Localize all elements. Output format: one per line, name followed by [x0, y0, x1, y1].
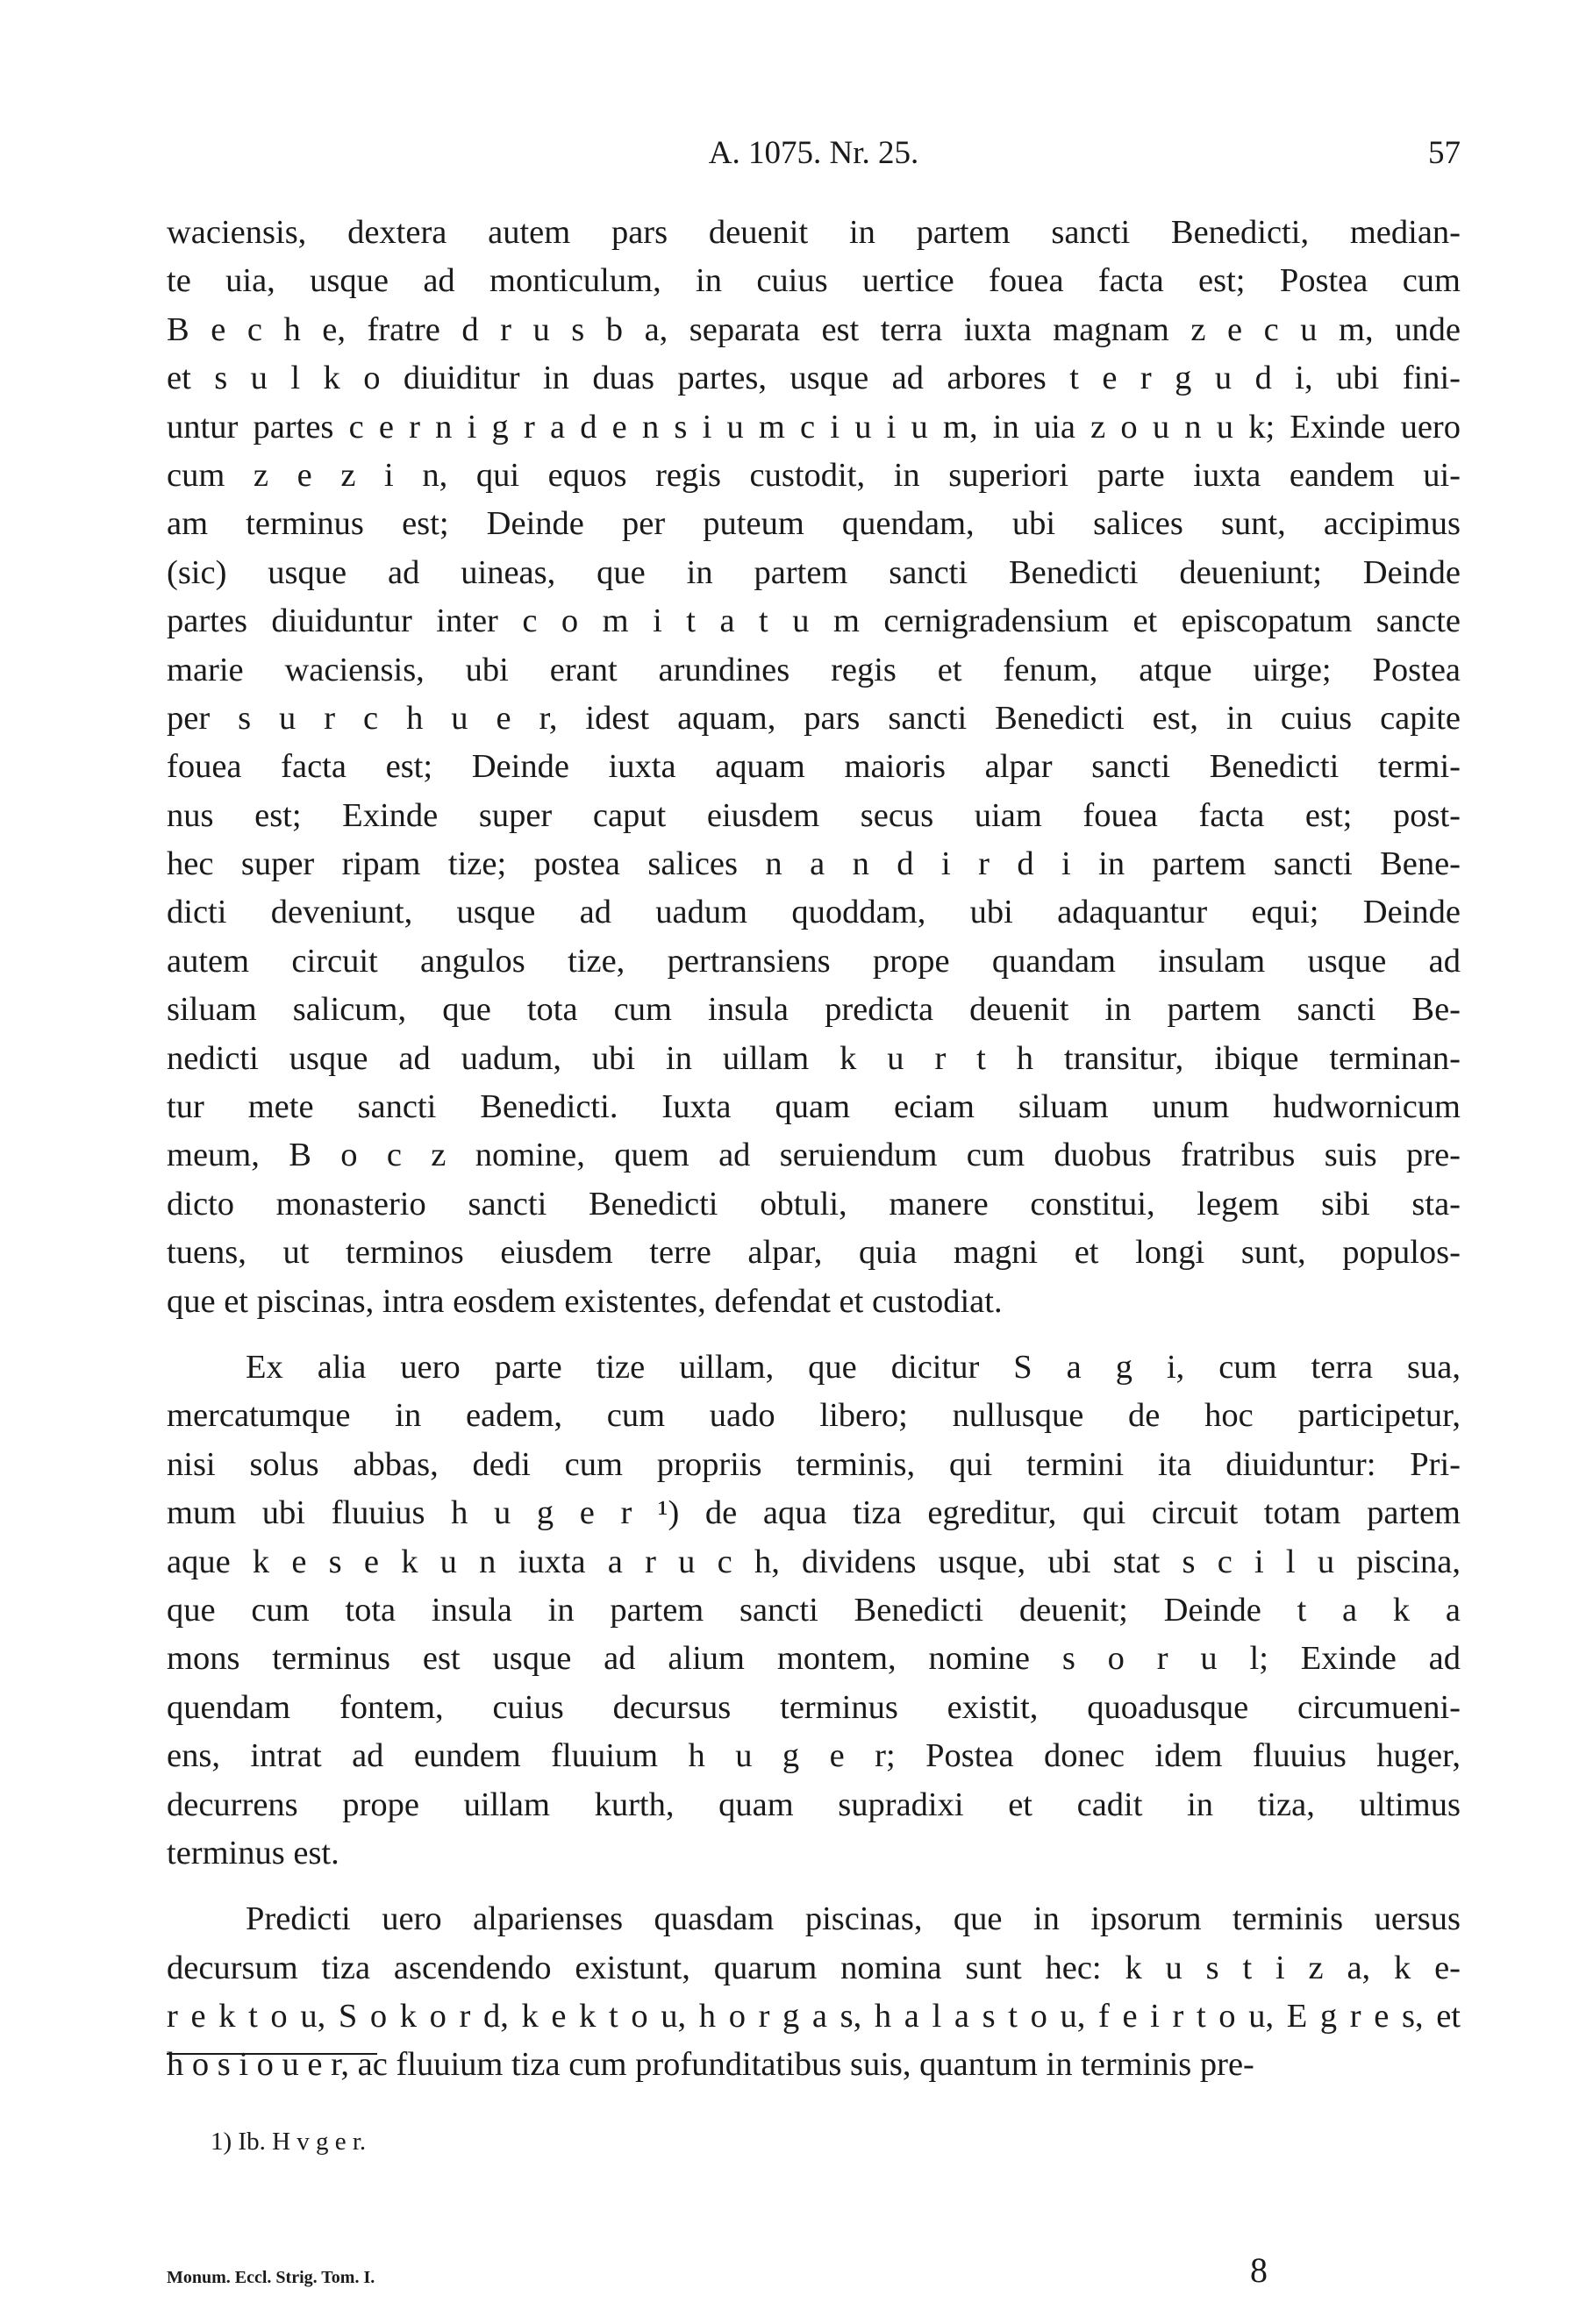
footer-sheet-number: 8 [1250, 2250, 1268, 2290]
text-line: tur mete sancti Benedicti. Iuxta quam eciam siluam unum hudwornicum [167, 1088, 1461, 1126]
text-line: que cum tota insula in partem sancti Benedicti deuenit; Deinde t a k a [167, 1591, 1461, 1629]
paragraph [167, 1895, 1461, 2090]
text-line: tuens, ut terminos eiusdem terre alpar, quia magni et longi sunt, populos- [167, 1234, 1461, 1272]
text-line: ens, intrat ad eundem fluuium h u g e r; Postea donec idem fluuius huger, [167, 1737, 1461, 1775]
text-line: partes diuiduntur inter c o m i t a t u m cernigradensium et episcopatum sancte [167, 602, 1461, 640]
text-line: cum z e z i n, qui equos regis custodit, in superiori parte iuxta eandem ui- [167, 456, 1461, 494]
text-line: untur partes c e r n i g r a d e n s i u m c i u i u m, in uia z o u n u k; Exinde uero [167, 408, 1461, 446]
running-head [167, 132, 1461, 175]
footer-signature: Monum. Eccl. Strig. Tom. I. [167, 2268, 375, 2287]
text-line: nus est; Exinde super caput eiusdem secus uiam fouea facta est; post- [167, 796, 1461, 834]
text-line: quendam fontem, cuius decursus terminus existit, quoadusque circumueni- [167, 1688, 1461, 1726]
text-line: decursum tiza ascendendo existunt, quarum nomina sunt hec: k u s t i z a, k e- [167, 1949, 1461, 1986]
text-line: te uia, usque ad monticulum, in cuius uertice fouea facta est; Postea cum [167, 262, 1461, 300]
text-line: dicto monasterio sancti Benedicti obtuli, manere constitui, legem sibi sta- [167, 1185, 1461, 1223]
text-line: autem circuit angulos tize, pertransiens prope quandam insulam usque ad [167, 942, 1461, 980]
text-line: h o s i o u e r, ac fluuium tiza cum profunditatibus suis, quantum in terminis pre- [167, 2046, 1254, 2084]
paragraph [167, 1344, 1461, 1878]
text-line: marie waciensis, ubi erant arundines regis et fenum, atque uirge; Postea [167, 651, 1461, 688]
page-number: 57 [1428, 135, 1461, 171]
text-line: aque k e s e k u n iuxta a r u c h, dividens usque, ubi stat s c i l u piscina, [167, 1543, 1461, 1580]
text-line: am terminus est; Deinde per puteum quendam, ubi salices sunt, accipimus [167, 505, 1461, 543]
text-line: decurrens prope uillam kurth, quam supradixi et cadit in tiza, ultimus [167, 1786, 1461, 1823]
text-line: nedicti usque ad uadum, ubi in uillam k u r t h transitur, ibique terminan- [167, 1039, 1461, 1077]
text-line: (sic) usque ad uineas, que in partem sancti Benedicti deueniunt; Deinde [167, 553, 1461, 591]
text-line: mons terminus est usque ad alium montem, nomine s o r u l; Exinde ad [167, 1640, 1461, 1678]
text-line: Predicti uero alparienses quasdam piscinas, que in ipsorum terminis uersus [246, 1900, 1461, 1938]
text-line: waciensis, dextera autem pars deuenit in partem sancti Benedicti, median- [167, 214, 1461, 251]
text-line: que et piscinas, intra eosdem existentes, defendat et custodiat. [167, 1282, 1003, 1320]
footnote: 1) Ib. H v g e r. [211, 2128, 367, 2156]
text-line: r e k t o u, S o k o r d, k e k t o u, h o r g a s, h a l a s t o u, f e i r t o u, E g r e s, et [167, 1998, 1461, 2035]
text-line: terminus est. [167, 1834, 339, 1871]
text-line: et s u l k o diuiditur in duas partes, usque ad arbores t e r g u d i, ubi fini- [167, 360, 1461, 397]
text-line: hec super ripam tize; postea salices n a n d i r d i in partem sancti Bene- [167, 845, 1461, 883]
footnote-divider [167, 2053, 377, 2055]
text-line: mum ubi fluuius h u g e r ¹) de aqua tiza egreditur, qui circuit totam partem [167, 1494, 1461, 1532]
paragraph-gap [167, 1326, 1461, 1344]
text-line: nisi solus abbas, dedi cum propriis terminis, qui termini ita diuiduntur: Pri- [167, 1445, 1461, 1483]
paragraph [167, 209, 1461, 1326]
text-line: B e c h e, fratre d r u s b a, separata est terra iuxta magnam z e c u m, unde [167, 310, 1461, 348]
text-line: meum, B o c z nomine, quem ad seruiendum cum duobus fratribus suis pre- [167, 1137, 1461, 1174]
text-line: dicti deveniunt, usque ad uadum quoddam, ubi adaquantur equi; Deinde [167, 894, 1461, 931]
text-line: per s u r c h u e r, idest aquam, pars sancti Benedicti est, in cuius capite [167, 699, 1461, 737]
paragraph-gap [167, 1878, 1461, 1895]
page-heading: A. 1075. Nr. 25. [708, 135, 919, 171]
text-line: Ex alia uero parte tize uillam, que dicitur S a g i, cum terra sua, [246, 1348, 1461, 1386]
text-line: siluam salicum, que tota cum insula predicta deuenit in partem sancti Be- [167, 991, 1461, 1029]
body-text [167, 209, 1461, 2090]
text-line: mercatumque in eadem, cum uado libero; nullusque de hoc participetur, [167, 1397, 1461, 1435]
text-line: fouea facta est; Deinde iuxta aquam maioris alpar sancti Benedicti termi- [167, 748, 1461, 786]
